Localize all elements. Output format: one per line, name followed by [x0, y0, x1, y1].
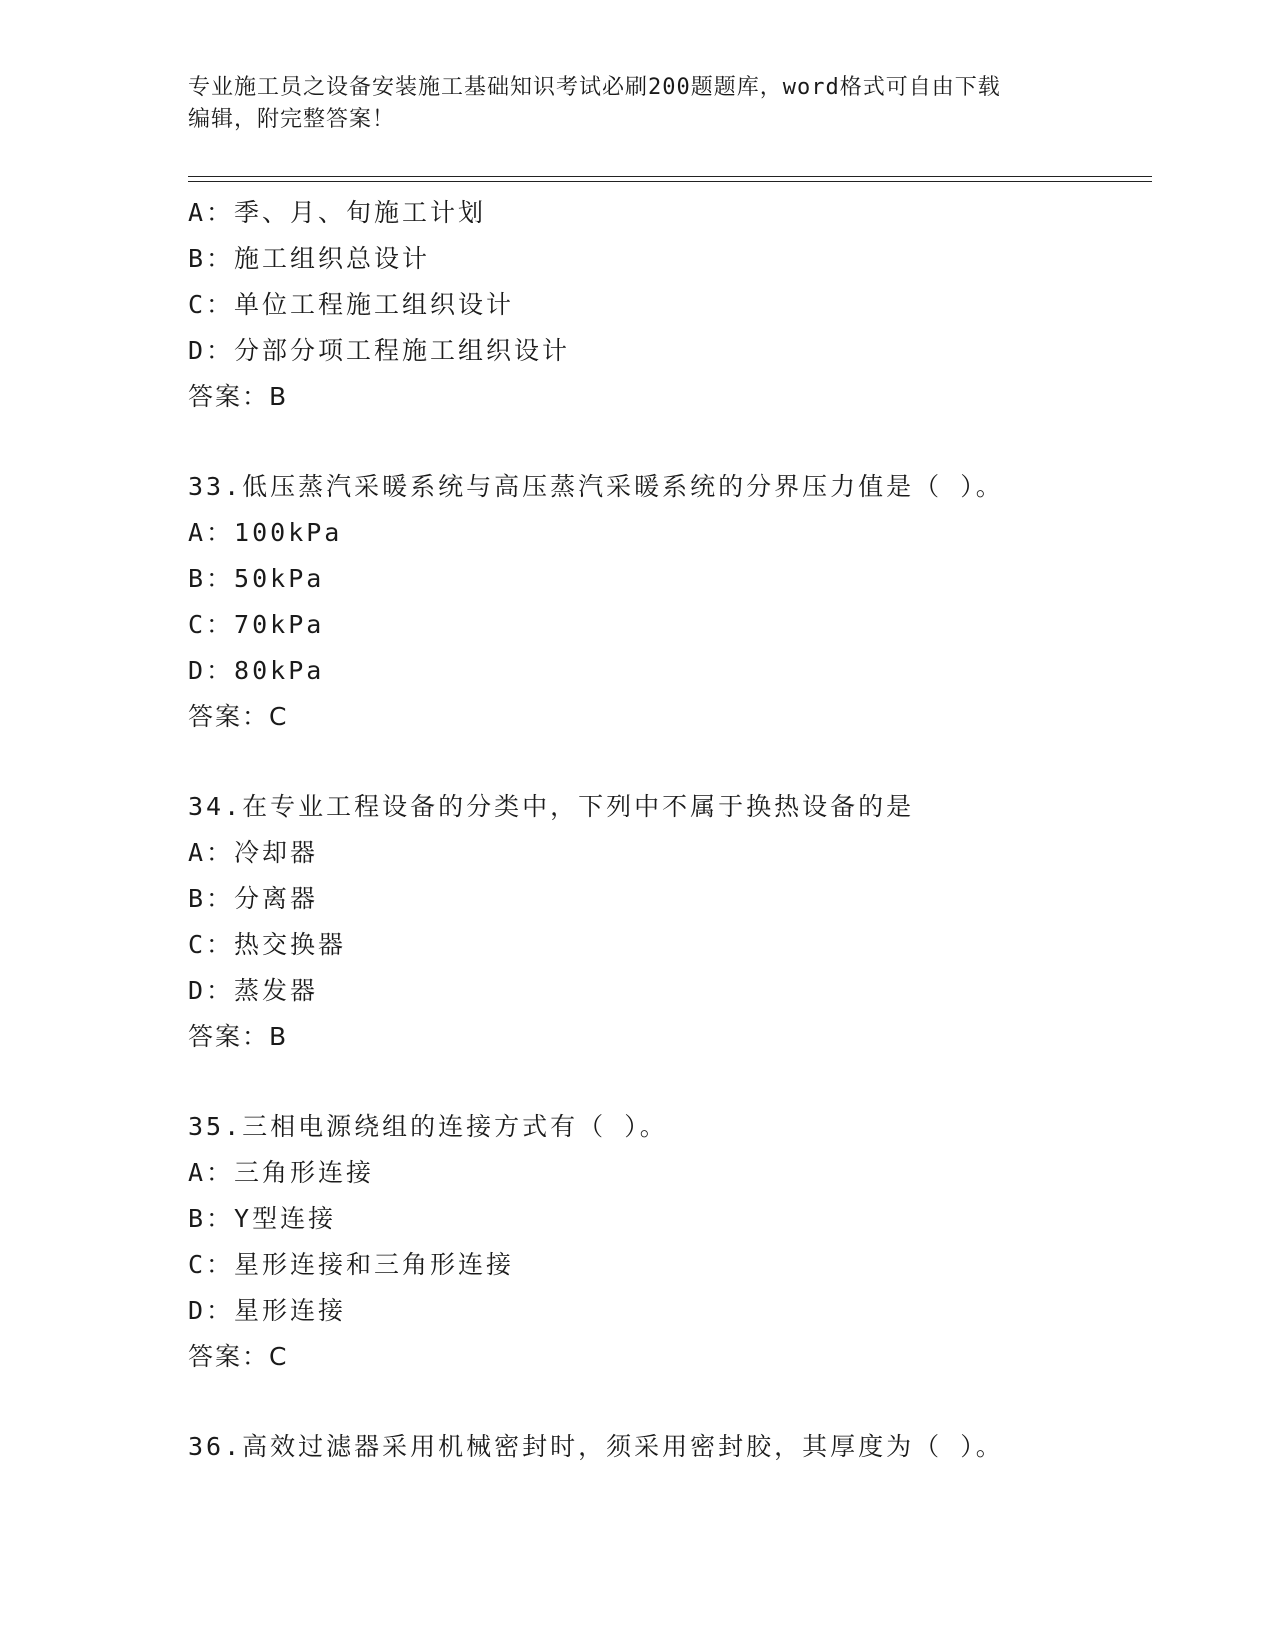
header-divider-top — [188, 176, 1152, 177]
question-35 — [188, 1104, 1148, 1380]
option-d: D：蒸发器 — [188, 976, 319, 1005]
question-36 — [188, 1424, 1148, 1470]
answer-line: 答案：B — [188, 382, 289, 411]
option-a: A：100kPa — [188, 518, 343, 547]
question-title: 35.三相电源绕组的连接方式有（ ）。 — [188, 1112, 668, 1141]
question-title: 33.低压蒸汽采暖系统与高压蒸汽采暖系统的分界压力值是（ ）。 — [188, 472, 1004, 501]
document-header — [188, 72, 1088, 136]
option-b: B：分离器 — [188, 884, 319, 913]
question-list — [188, 190, 1148, 1470]
option-c: C：热交换器 — [188, 930, 347, 959]
option-c: C：单位工程施工组织设计 — [188, 290, 515, 319]
header-line-1: 专业施工员之设备安装施工基础知识考试必刷200题题库，word格式可自由下载 — [188, 75, 1001, 100]
header-line-2: 编辑，附完整答案！ — [188, 107, 396, 132]
option-a: A：冷却器 — [188, 838, 319, 867]
option-c: C：星形连接和三角形连接 — [188, 1250, 515, 1279]
option-b: B：50kPa — [188, 564, 325, 593]
question-33 — [188, 464, 1148, 740]
header-divider-bottom — [188, 181, 1152, 182]
option-c: C：70kPa — [188, 610, 325, 639]
question-34 — [188, 784, 1148, 1060]
option-a: A：季、月、旬施工计划 — [188, 198, 487, 227]
option-d: D：80kPa — [188, 656, 325, 685]
option-d: D：星形连接 — [188, 1296, 347, 1325]
question-title: 36.高效过滤器采用机械密封时，须采用密封胶，其厚度为（ ）。 — [188, 1432, 1004, 1461]
answer-line: 答案：C — [188, 702, 289, 731]
option-a: A：三角形连接 — [188, 1158, 375, 1187]
question-32-continued — [188, 190, 1148, 420]
answer-line: 答案：B — [188, 1022, 289, 1051]
option-b: B：施工组织总设计 — [188, 244, 431, 273]
option-d: D：分部分项工程施工组织设计 — [188, 336, 571, 365]
option-b: B：Y型连接 — [188, 1204, 337, 1233]
answer-line: 答案：C — [188, 1342, 289, 1371]
question-title: 34.在专业工程设备的分类中，下列中不属于换热设备的是 — [188, 792, 915, 821]
